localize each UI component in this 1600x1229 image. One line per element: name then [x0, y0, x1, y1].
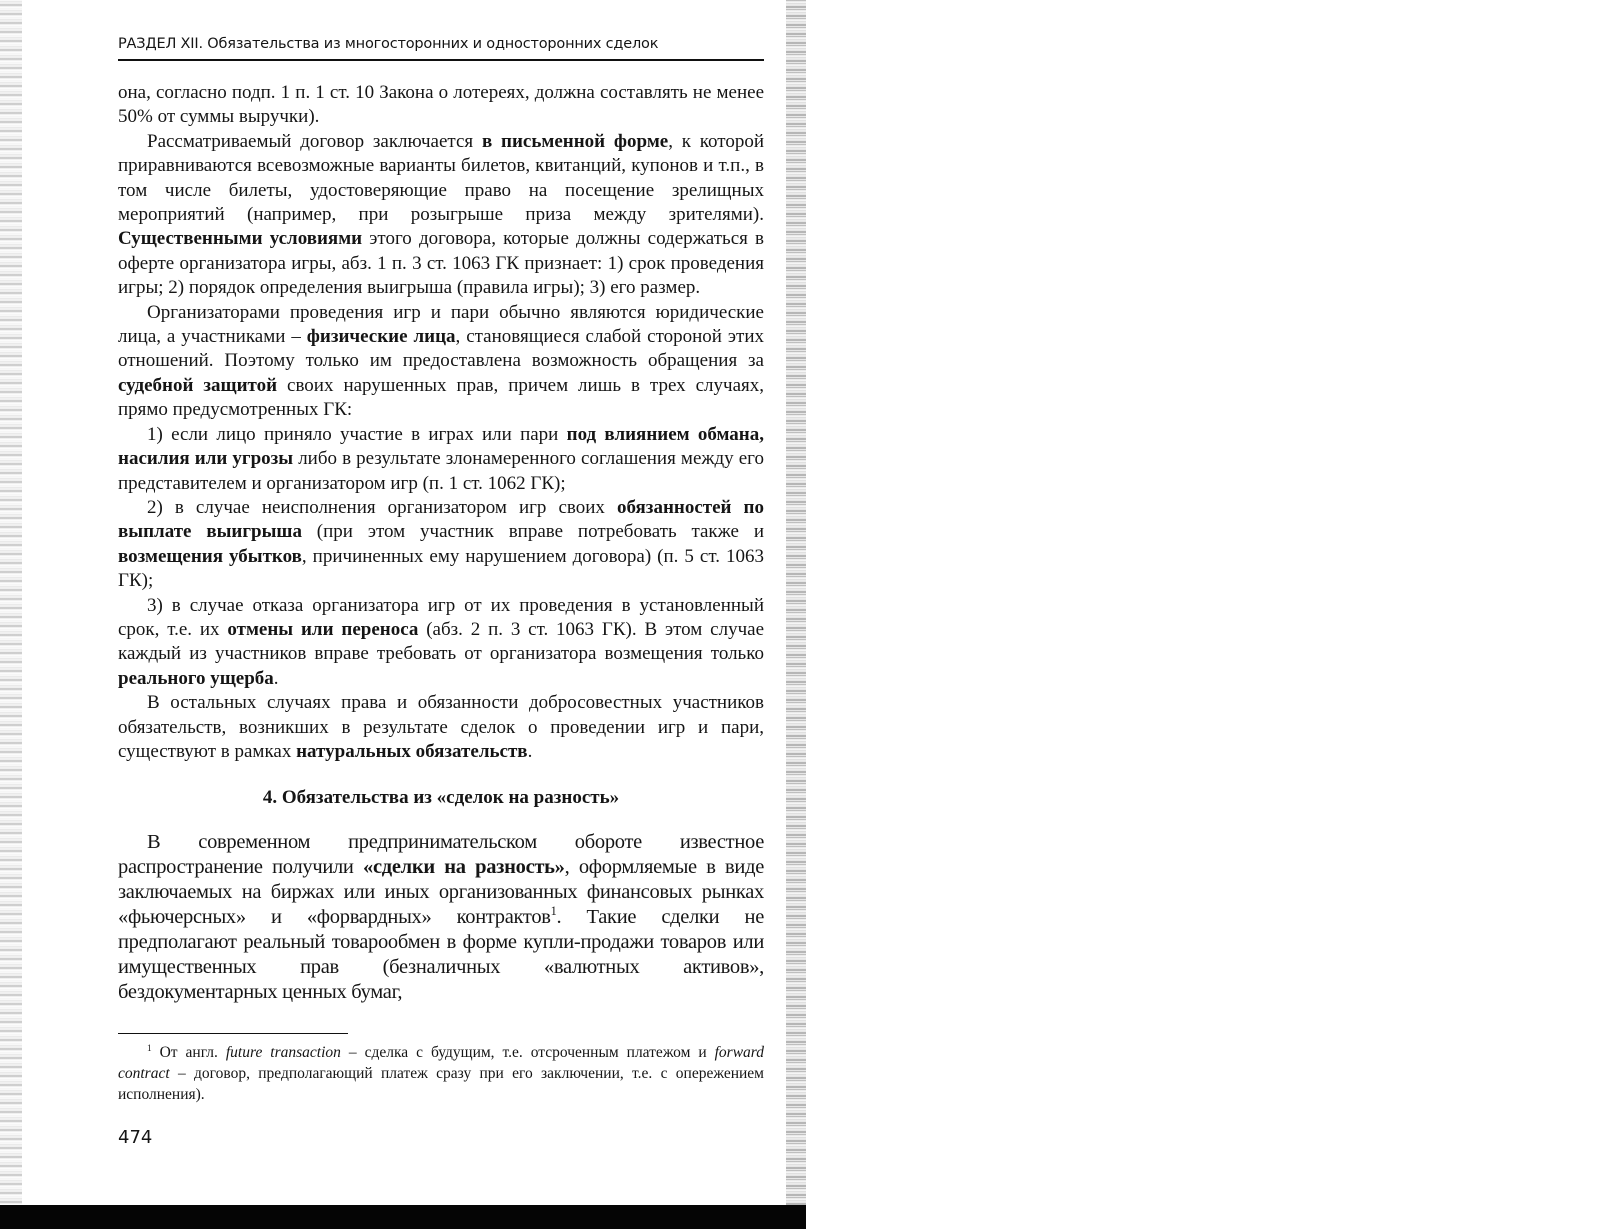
page-number: 474 [118, 1127, 153, 1149]
list-item-2-text: 2) в случае неисполнения организатором игр своих [147, 496, 617, 518]
list-item-1-bold: под влиянием обмана, насилия или угрозы [118, 423, 765, 470]
paragraph-3 [118, 301, 764, 423]
paragraph-3-text: Организаторами проведения игр и пари обычно являются юридические лица, а участниками – [118, 301, 764, 348]
section-paragraph-text: , оформляемые в виде заключаемых на биржах или иных организованных финансовых рынках «фьючерсных» и «форвардных» контрактов [118, 856, 764, 929]
list-item-1-text: 1) если лицо приняло участие в играх или пари [147, 423, 567, 445]
list-item-2-bold: обязанностей по выплате выигрыша [118, 496, 764, 543]
footnote-text: – сделка с будущим, т.е. отсроченным платежом и [340, 1044, 715, 1062]
paragraph-2-text: , к которой приравниваются всевозможные варианты билетов, квитанций, купонов и т.п., в том числе билеты, удостоверяющие право на посещение зрелищных мероприятий (например, при розыгрыше приза между зрителями). [118, 130, 765, 226]
list-item-2-text: (при этом участник вправе потребовать также и [301, 521, 764, 543]
paragraph-1-text: она, согласно подп. 1 п. 1 ст. 10 Закона о лотереях, должна составлять не менее 50% от суммы выручки). [118, 82, 764, 128]
section-paragraph-bold: «сделки на разность» [363, 856, 565, 879]
list-item-3-text: 3) в случае отказа организатора игр от их проведения в установленный срок, т.е. их [118, 594, 764, 640]
list-item-3-text: (абз. 2 п. 3 ст. 1063 ГК). В этом случае каждый из участников вправе требовать от организатора возмещения только [118, 618, 765, 665]
list-item-2 [118, 496, 764, 594]
paragraph-4 [118, 691, 764, 764]
scan-edge-left [0, 0, 22, 1229]
paragraph-4-text: В остальных случаях права и обязанности добросовестных участников обязательств, возникших в результате сделок о проведении игр и пари, существуют в рамках [118, 692, 764, 762]
list-item-3-bold: реального ущерба [118, 667, 274, 689]
book-page [118, 36, 764, 1148]
paragraph-4-text: . [527, 740, 533, 762]
body-text [118, 81, 764, 764]
scan-bottom-band [0, 1205, 806, 1229]
running-header: РАЗДЕЛ XII. Обязательства из многосторонних и односторонних сделок [118, 36, 764, 61]
list-item-2-text: , причиненных ему нарушением договора) (п. 5 ст. 1063 ГК); [118, 545, 764, 592]
scan-edge-right [786, 0, 806, 1205]
section-body [118, 830, 764, 1005]
footnote-italic: forward contract [118, 1044, 765, 1083]
list-item-1 [118, 423, 764, 496]
section-heading: 4. Обязательства из «сделок на разность» [262, 787, 620, 809]
footnote-text: – договор, предполагающий платеж сразу при его заключении, т.е. с опережением исполнения). [118, 1065, 764, 1104]
footnote-text: От англ. [151, 1044, 226, 1062]
paragraph-2-text: этого договора, которые должны содержаться в оферте организатора игры, абз. 1 п. 3 ст. 1063 ГК признает: 1) срок проведения игры; 2) порядок определения выигрыша (правила игры); 3) его размер. [118, 228, 764, 299]
paragraph-4-bold: натуральных обязательств [296, 740, 528, 762]
paragraph-1 [118, 81, 764, 130]
section-paragraph [118, 830, 764, 1005]
paragraph-3-bold: судебной защитой [118, 374, 278, 396]
list-item-3-bold: отмены или переноса [227, 618, 419, 640]
paragraph-2-bold: Существенными условиями [118, 228, 363, 250]
section-paragraph-text: . Такие сделки не предполагают реальный товарообмен в форме купли-продажи товаров или имущественных прав (безналичных «валютных активов», бездокументарных ценных бумаг, [118, 906, 764, 1004]
footnote-marker: 1 [147, 1044, 152, 1055]
list-item-1-text: либо в результате злонамеренного соглашения между его представителем и организатором игр (п. 1 ст. 1062 ГК); [118, 448, 765, 494]
paragraph-2 [118, 130, 764, 301]
footnote [118, 1042, 764, 1105]
footnote-italic: future transaction [225, 1044, 341, 1062]
list-item-2-bold: возмещения убытков [118, 545, 302, 567]
paragraph-3-text: , становящиеся слабой стороной этих отношений. Поэтому только им предоставлена возможность обращения за [118, 326, 765, 372]
list-item-3 [118, 594, 764, 692]
paragraph-3-bold: физические лица [306, 326, 456, 348]
list-item-3-text: . [273, 667, 279, 689]
paragraph-3-text: своих нарушенных прав, причем лишь в трех случаях, прямо предусмотренных ГК: [118, 374, 765, 421]
paragraph-2-bold: в письменной форме [481, 130, 669, 152]
footnote-separator [118, 1033, 348, 1034]
paragraph-2-text: Рассматриваемый договор заключается [147, 130, 482, 152]
section-paragraph-text: В современном предпринимательском обороте известное распространение получили [118, 831, 764, 879]
footnote-reference: 1 [550, 904, 557, 919]
